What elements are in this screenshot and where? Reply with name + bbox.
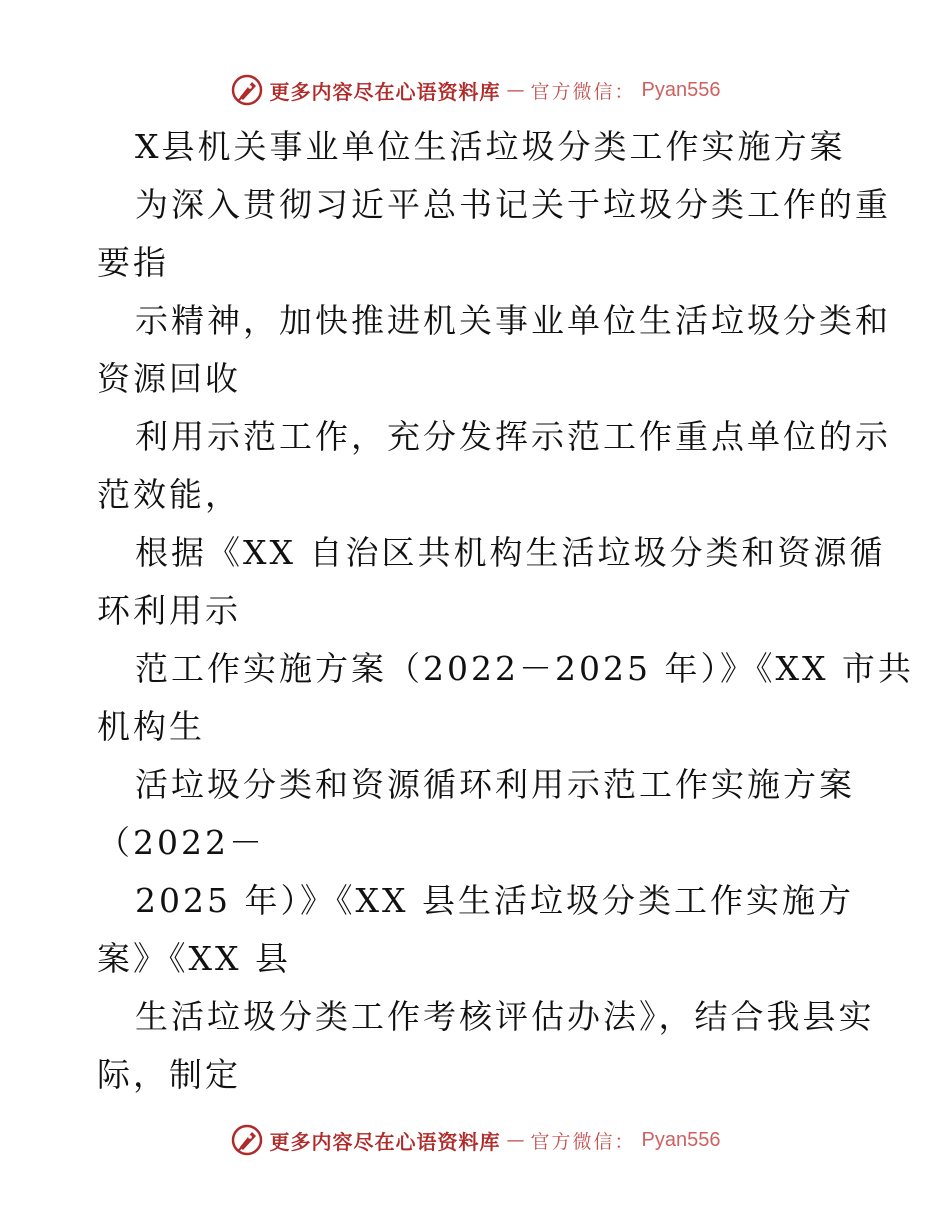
- body-line: 根据《XX 自治区共机构生活垃圾分类和资源循: [135, 533, 886, 572]
- body-line: 机构生: [97, 707, 205, 746]
- watermark-site-text: 更多内容尽在心语资料库: [269, 1129, 501, 1154]
- watermark-separator: —: [506, 79, 525, 101]
- body-line: 范效能，: [97, 475, 241, 514]
- watermark-wechat-label: 官方微信：: [530, 1130, 636, 1153]
- footer-watermark: [0, 1120, 950, 1160]
- watermark-wechat-id: Pyan556: [641, 78, 721, 101]
- header-watermark: [0, 70, 950, 110]
- pen-nib-logo-icon: [230, 73, 264, 107]
- body-line: 活垃圾分类和资源循环利用示范工作实施方案: [135, 765, 855, 804]
- body-line: 际，制定: [97, 1055, 241, 1094]
- body-line: 环利用示: [97, 591, 241, 630]
- watermark-site-text: 更多内容尽在心语资料库: [269, 79, 501, 104]
- body-line: 利用示范工作，充分发挥示范工作重点单位的示: [135, 417, 891, 456]
- body-line: （2022－: [97, 823, 265, 862]
- body-line: 范工作实施方案（2022－2025 年）》《XX 市共: [135, 649, 914, 688]
- body-line: 资源回收: [97, 359, 241, 398]
- document-body: [97, 118, 914, 1104]
- watermark-wechat-label: 官方微信：: [530, 80, 636, 103]
- body-line: 要指: [97, 243, 169, 282]
- body-line: 示精神，加快推进机关事业单位生活垃圾分类和: [135, 301, 891, 340]
- pen-nib-logo-icon: [230, 1123, 264, 1157]
- watermark-wechat-id: Pyan556: [641, 1128, 721, 1151]
- body-line: 案》《XX 县: [97, 939, 291, 978]
- body-line: 生活垃圾分类工作考核评估办法》，结合我县实: [135, 997, 875, 1036]
- body-line: 2025 年）》《XX 县生活垃圾分类工作实施方: [135, 881, 854, 920]
- body-line: 为深入贯彻习近平总书记关于垃圾分类工作的重: [135, 185, 891, 224]
- document-title: X县机关事业单位生活垃圾分类工作实施方案: [135, 127, 846, 166]
- watermark-separator: —: [506, 1129, 525, 1151]
